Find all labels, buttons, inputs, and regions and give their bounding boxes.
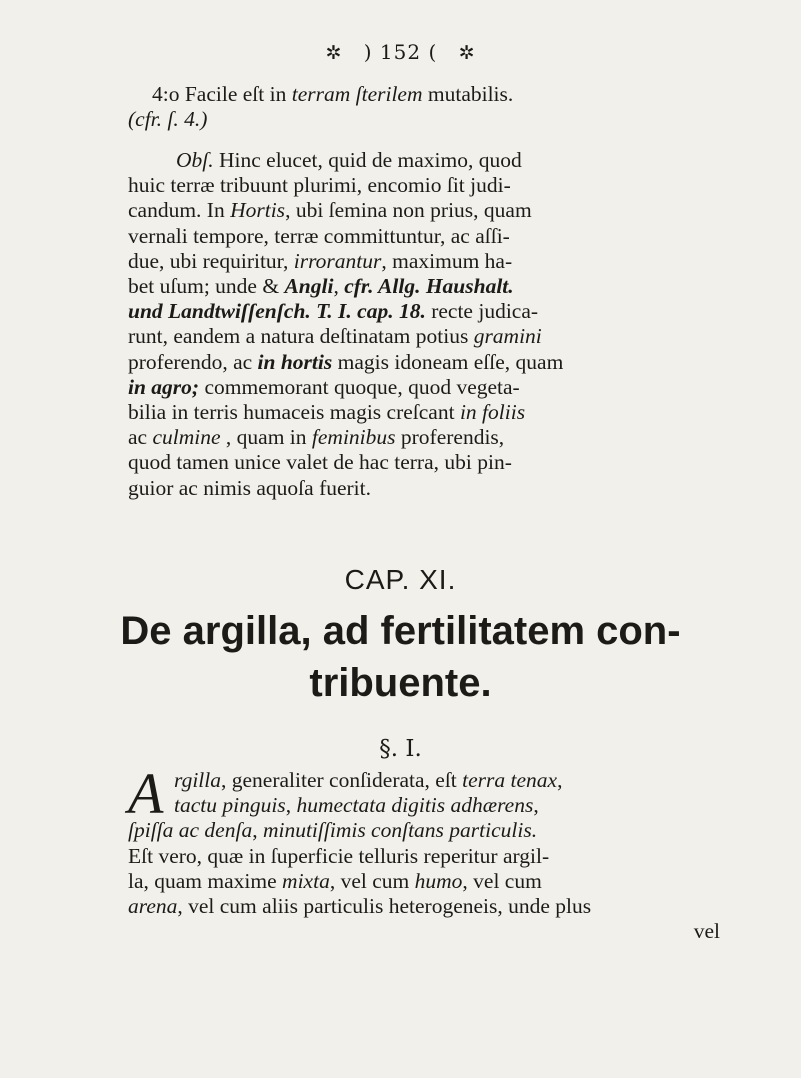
page-header bbox=[0, 40, 801, 64]
text-line bbox=[128, 148, 768, 173]
text-run: candum. In bbox=[128, 198, 231, 223]
text-line bbox=[128, 869, 768, 894]
text-run: , generaliter conſiderata, eſt bbox=[221, 768, 463, 792]
text-run: , bbox=[285, 793, 297, 818]
text-run-italic: in agro; bbox=[128, 374, 200, 399]
chapter-heading: CAP. XI. bbox=[344, 564, 457, 595]
text-run-italic: minutiſſimis conſtans particulis. bbox=[262, 818, 538, 843]
text-run: ac bbox=[128, 425, 153, 450]
drop-cap: A bbox=[128, 761, 164, 826]
text-run: , quam in bbox=[220, 425, 312, 450]
text-run-italic: culmine bbox=[152, 425, 221, 450]
text-run: , bbox=[333, 274, 345, 299]
text-line bbox=[128, 82, 768, 107]
text-run-italic: gramini bbox=[473, 324, 542, 349]
text-run-italic: cfr. Allg. Haushalt. bbox=[344, 274, 514, 299]
text-run: runt, eandem a natura deſtinatam potius bbox=[128, 324, 474, 349]
text-run-italic: humectata digitis adhærens bbox=[296, 793, 534, 818]
text-run-italic: Obſ. bbox=[176, 148, 214, 172]
text-run: proferendis, bbox=[395, 425, 505, 450]
chapter-title-line: De argilla, ad fertilitatem con- bbox=[120, 609, 681, 653]
text-line: (cfr. ſ. 4.) bbox=[128, 107, 208, 132]
text-run-italic: und Landtwiſſenſch. T. I. cap. 18. bbox=[128, 299, 426, 324]
text-line bbox=[128, 299, 768, 324]
text-run: proferendo, ac bbox=[128, 349, 258, 374]
text-run-italic: tactu pinguis bbox=[174, 793, 286, 818]
text-run-italic: in foliis bbox=[459, 400, 526, 425]
text-line bbox=[128, 324, 768, 349]
text-run: , bbox=[533, 793, 539, 818]
paragraph-4o bbox=[128, 82, 768, 132]
page-number: ) 152 ( bbox=[363, 40, 438, 64]
text-run: , vel cum bbox=[329, 868, 415, 893]
chapter-title-line: tribuente. bbox=[309, 661, 492, 705]
paragraph-observatio bbox=[128, 148, 768, 501]
text-run-italic: Hortis bbox=[230, 198, 286, 223]
text-line bbox=[128, 198, 768, 223]
text-run-italic: humo bbox=[414, 868, 463, 893]
text-run: , vel cum aliis particulis heterogeneis, unde plus bbox=[177, 894, 592, 919]
text-line bbox=[128, 274, 768, 299]
text-line bbox=[128, 818, 768, 843]
text-line: quod tamen unice valet de hac terra, ubi pin- bbox=[128, 450, 512, 475]
text-run: bilia in terris humaceis magis creſcant bbox=[128, 400, 460, 425]
text-line bbox=[128, 350, 768, 375]
ornament-left-icon: ✲ bbox=[325, 42, 343, 64]
text-run: , vel cum bbox=[462, 868, 542, 893]
text-run: recte judica- bbox=[425, 299, 539, 324]
text-run-italic: terram ſterilem bbox=[291, 82, 423, 106]
text-run-italic: mixta bbox=[282, 868, 330, 893]
text-run-italic: feminibus bbox=[311, 425, 396, 450]
text-line: Eſt vero, quæ in ſuperficie telluris reperitur argil- bbox=[128, 843, 550, 868]
text-run-italic: arena bbox=[128, 894, 178, 919]
text-run: , maximum ha- bbox=[381, 248, 513, 273]
text-run: , ubi ſemina non prius, quam bbox=[285, 198, 532, 223]
text-line: guior ac nimis aquoſa fuerit. bbox=[128, 475, 371, 500]
ornament-right-icon: ✲ bbox=[458, 42, 476, 64]
catchword: vel bbox=[693, 919, 720, 944]
text-line bbox=[128, 375, 768, 400]
text-line bbox=[128, 400, 768, 425]
paragraph-argilla bbox=[128, 761, 768, 944]
text-line bbox=[128, 793, 768, 818]
text-run-italic: terra tenax bbox=[462, 768, 558, 792]
text-line: huic terræ tribuunt plurimi, encomio ſit judi- bbox=[128, 173, 511, 198]
text-line bbox=[128, 249, 768, 274]
text-run: bet uſum; unde & bbox=[128, 274, 285, 299]
text-run: , bbox=[557, 768, 563, 792]
text-run: Hinc elucet, quid de maximo, quod bbox=[213, 148, 522, 172]
text-run: mutabilis. bbox=[422, 82, 514, 106]
text-run-italic: irrorantur bbox=[293, 248, 382, 273]
text-line: vernali tempore, terræ committuntur, ac aſſi- bbox=[128, 223, 510, 248]
text-line bbox=[128, 894, 768, 919]
text-run-italic: Angli bbox=[284, 274, 334, 299]
text-line bbox=[128, 425, 768, 450]
section-number: §. I. bbox=[379, 736, 422, 762]
text-run: due, ubi requiritur, bbox=[128, 248, 294, 273]
text-run: magis idoneam eſſe, quam bbox=[332, 349, 564, 374]
text-run-italic: in hortis bbox=[257, 349, 333, 374]
text-run-italic: rgilla bbox=[174, 768, 221, 792]
text-run: , bbox=[252, 818, 263, 843]
text-run: commemorant quoque, quod vegeta- bbox=[199, 374, 520, 399]
text-line bbox=[128, 768, 768, 793]
text-run-italic: ſpiſſa ac denſa bbox=[128, 818, 253, 843]
text-run: la, quam maxime bbox=[128, 868, 283, 893]
text-run: 4:o Facile eſt in bbox=[152, 82, 292, 106]
chapter-title bbox=[0, 605, 801, 709]
